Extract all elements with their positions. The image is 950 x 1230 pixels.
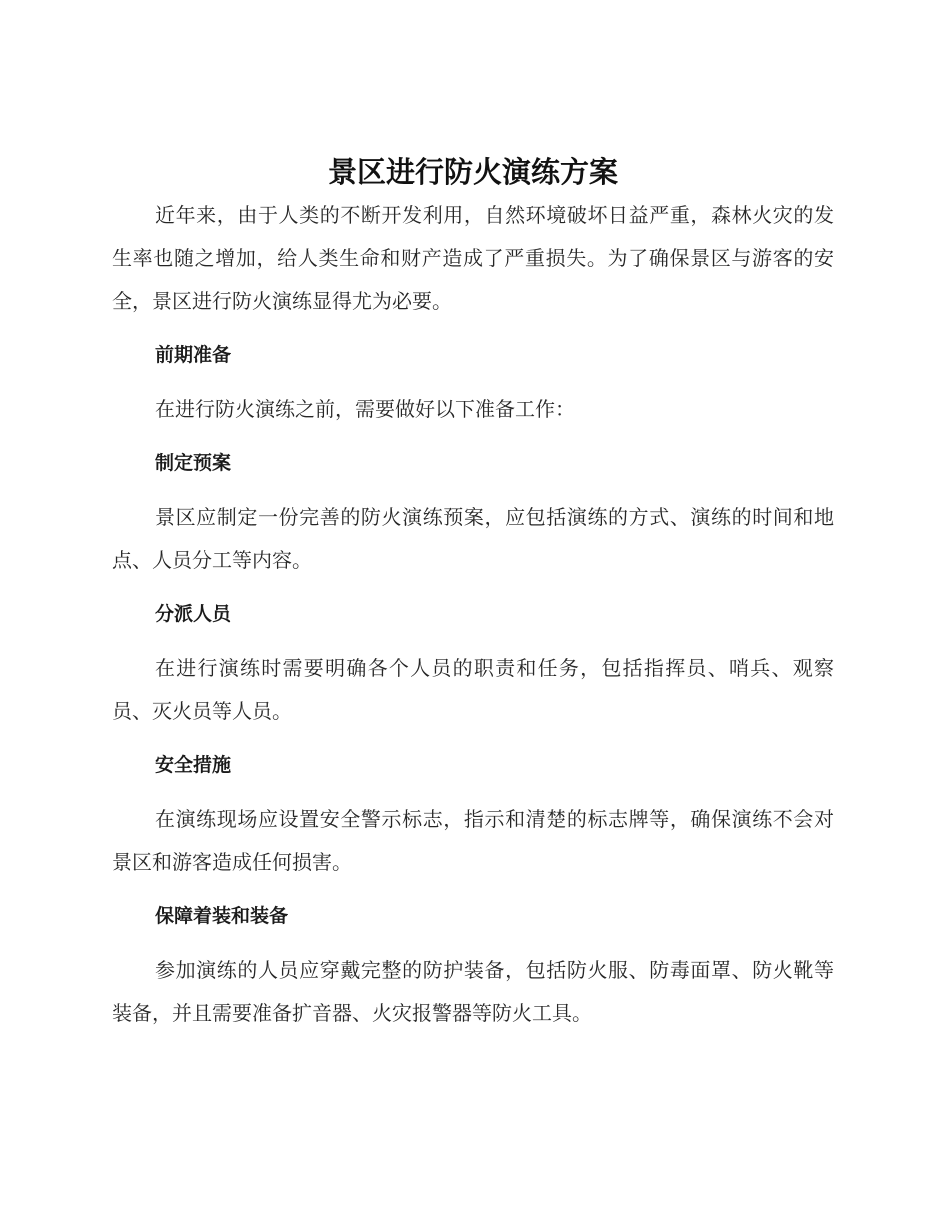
section-heading-personnel: 分派人员 xyxy=(155,603,232,625)
section-heading-safety: 安全措施 xyxy=(155,754,232,776)
section-heading-preparation: 前期准备 xyxy=(155,344,232,366)
section-body-safety: 在演练现场应设置安全警示标志，指示和清楚的标志牌等，确保演练不会对景区和游客造成任何损害。 xyxy=(112,807,834,874)
section-body-plan: 景区应制定一份完善的防火演练预案，应包括演练的方式、演练的时间和地点、人员分工等内容。 xyxy=(112,505,834,572)
section-body-preparation: 在进行防火演练之前，需要做好以下准备工作： xyxy=(155,397,575,421)
section-body-equipment: 参加演练的人员应穿戴完整的防护装备，包括防火服、防毒面罩、防火靴等装备，并且需要准备扩音器、火灾报警器等防火工具。 xyxy=(112,958,834,1025)
section-body-personnel: 在进行演练时需要明确各个人员的职责和任务，包括指挥员、哨兵、观察员、灭火员等人员。 xyxy=(112,656,834,723)
intro-paragraph: 近年来，由于人类的不断开发利用，自然环境破坏日益严重，森林火灾的发生率也随之增加，给人类生命和财产造成了严重损失。为了确保景区与游客的安全，景区进行防火演练显得尤为必要。 xyxy=(112,203,834,313)
section-heading-equipment: 保障着装和装备 xyxy=(155,905,289,927)
section-heading-plan: 制定预案 xyxy=(155,452,232,474)
document-title: 景区进行防火演练方案 xyxy=(327,155,618,189)
document-content xyxy=(112,150,834,1035)
